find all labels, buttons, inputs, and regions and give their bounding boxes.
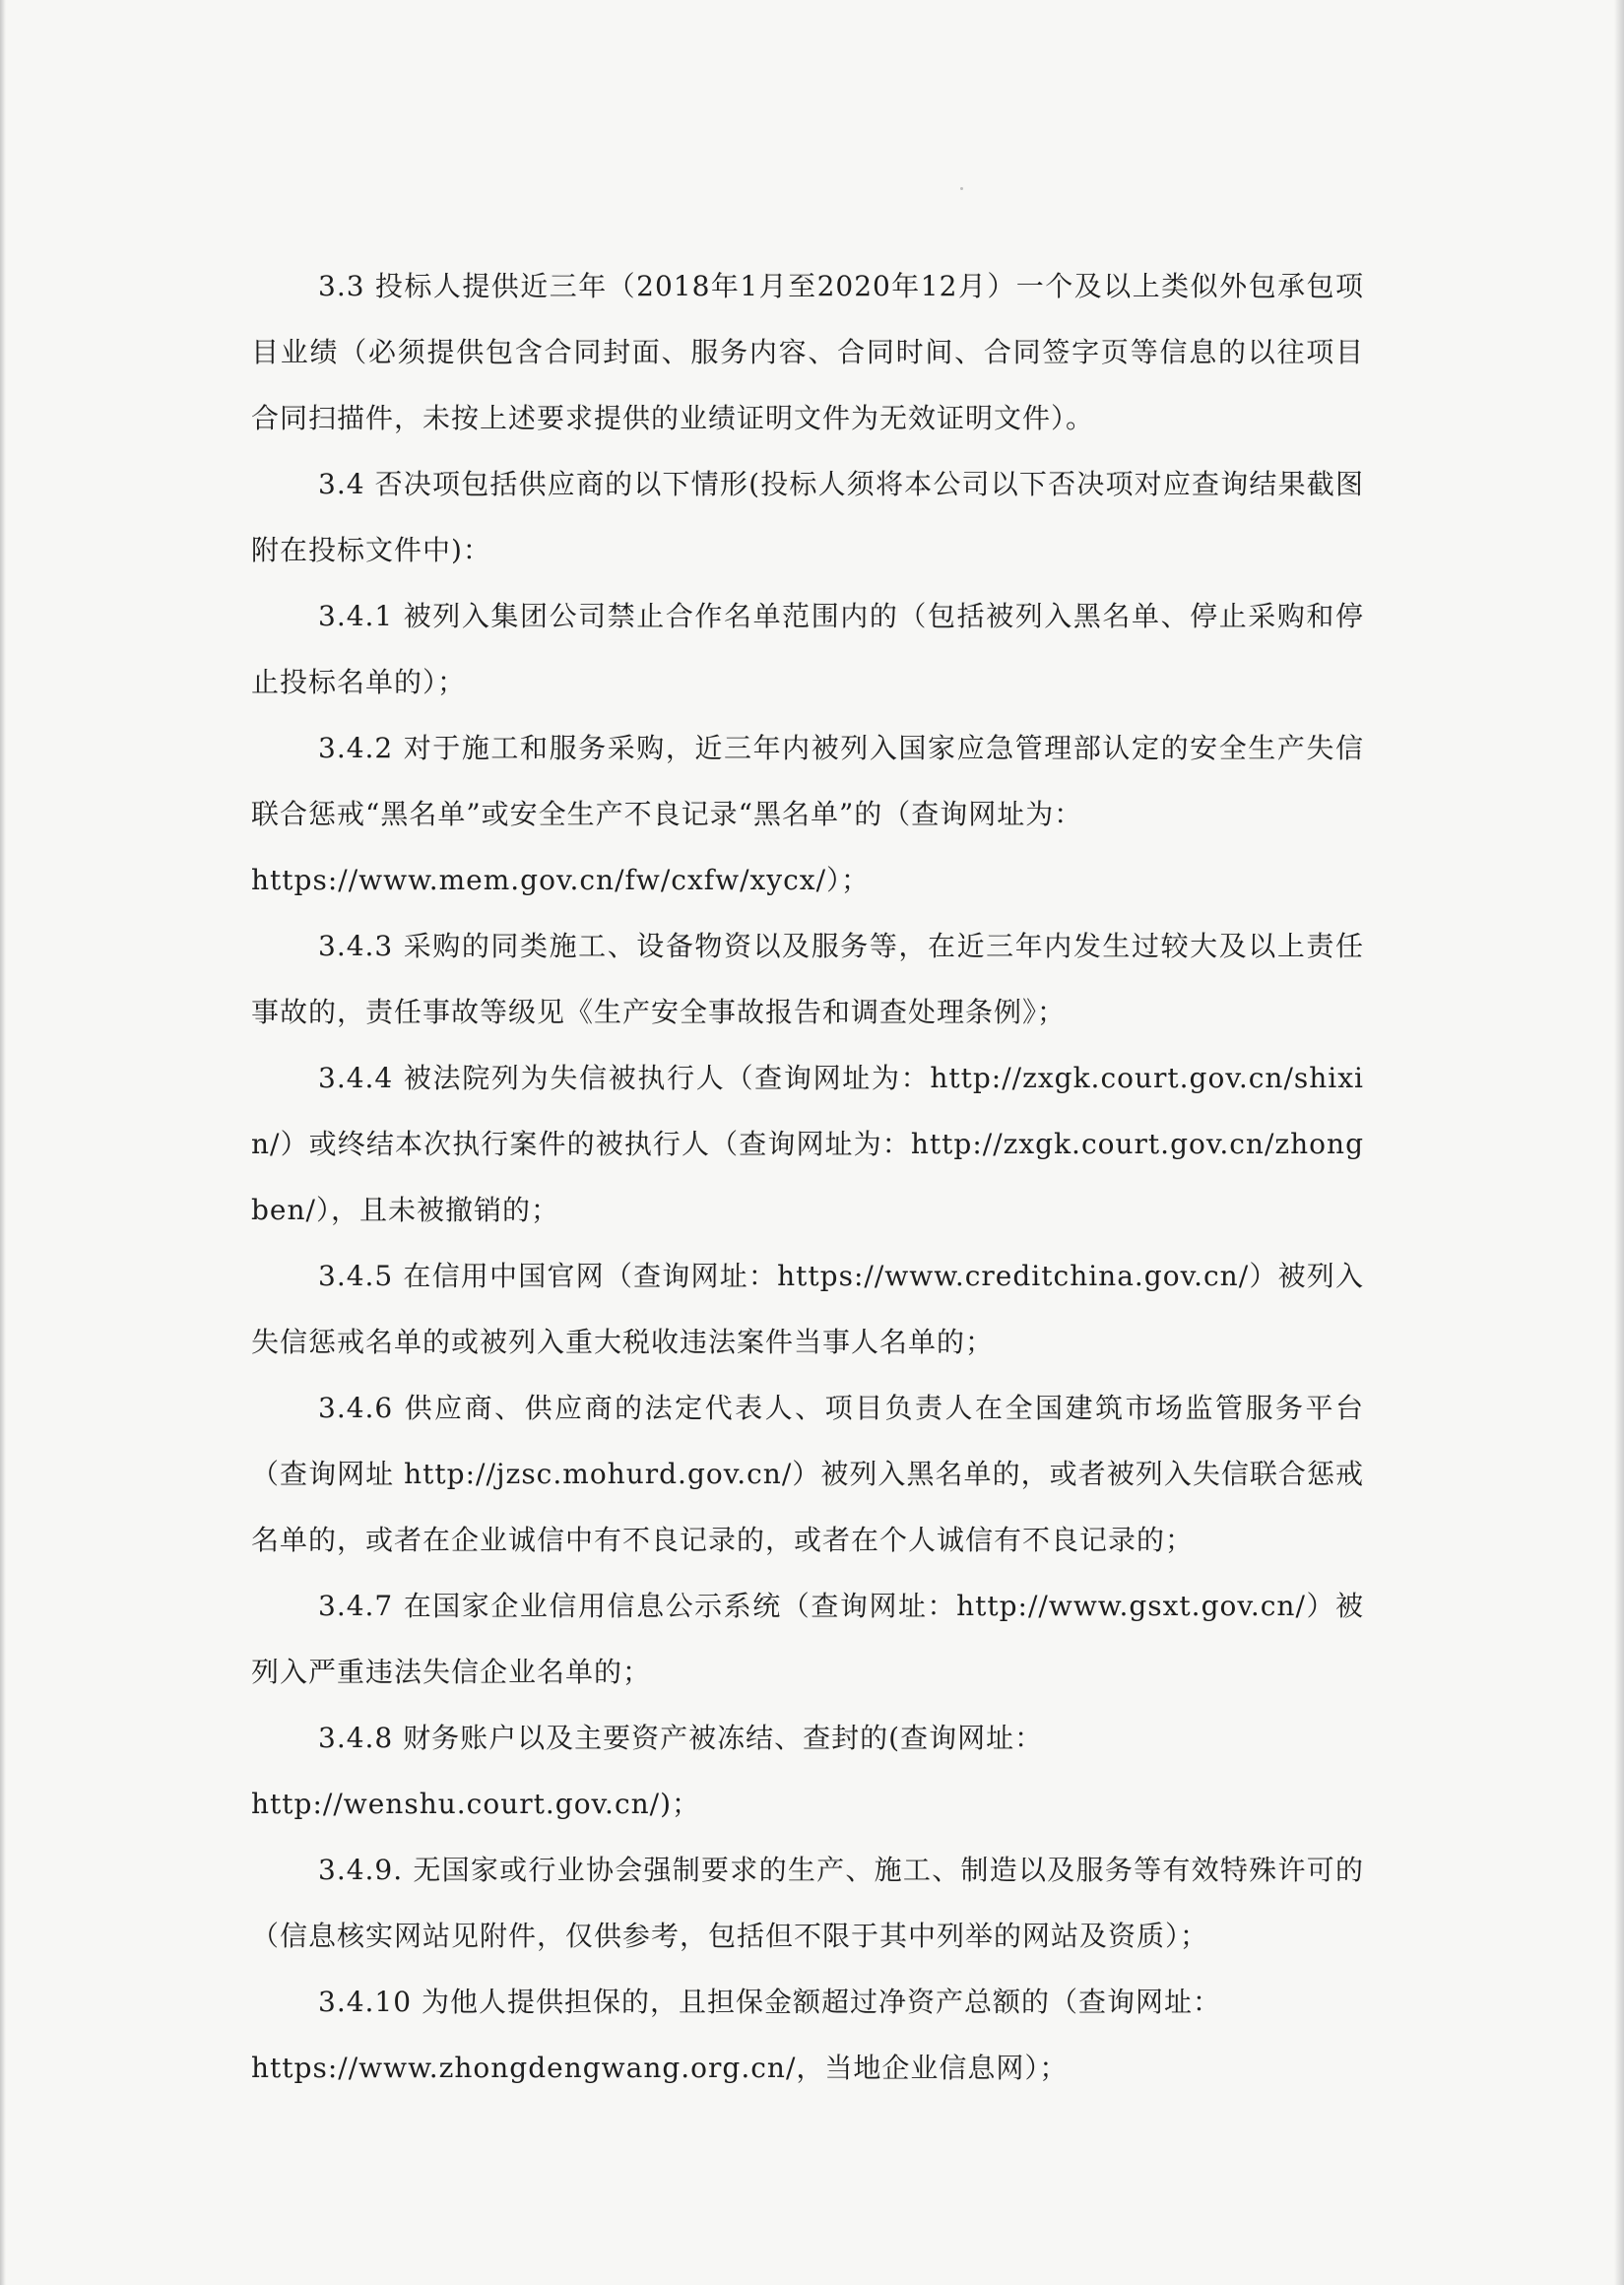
clause-3-4-3: 3.4.3 采购的同类施工、设备物资以及服务等，在近三年内发生过较大及以上责任事故的，责任事故等级见《生产安全事故报告和调查处理条例》；	[251, 930, 1364, 1028]
clause-3-4-8: 3.4.8 财务账户以及主要资产被冻结、查封的(查询网址：	[318, 1722, 1044, 1754]
scan-edge-right	[1614, 0, 1624, 2285]
clause-3-4-5: 3.4.5 在信用中国官网（查询网址：https://www.creditchina.gov.cn/）被列入失信惩戒名单的或被列入重大税收违法案件当事人名单的；	[251, 1260, 1364, 1358]
clause-3-4-2: 3.4.2 对于施工和服务采购，近三年内被列入国家应急管理部认定的安全生产失信联合惩戒“黑名单”或安全生产不良记录“黑名单”的（查询网址为：	[251, 732, 1364, 830]
clause-3-4-9: 3.4.9. 无国家或行业协会强制要求的生产、施工、制造以及服务等有效特殊许可的（信息核实网站见附件，仅供参考，包括但不限于其中列举的网站及资质）；	[251, 1854, 1364, 1952]
clause-3-4-2-url: https://www.mem.gov.cn/fw/cxfw/xycx/）；	[251, 864, 871, 896]
document-body	[251, 253, 1364, 2101]
scan-speck	[960, 187, 963, 190]
clause-3-4-1: 3.4.1 被列入集团公司禁止合作名单范围内的（包括被列入黑名单、停止采购和停止投标名单的）；	[251, 600, 1364, 698]
clause-3-4-10-url: https://www.zhongdengwang.org.cn/，当地企业信息网）；	[251, 2052, 1069, 2084]
clause-3-4-7: 3.4.7 在国家企业信用信息公示系统（查询网址：http://www.gsxt.gov.cn/）被列入严重违法失信企业名单的；	[251, 1590, 1364, 1688]
clause-3-4-10: 3.4.10 为他人提供担保的，且担保金额超过净资产总额的（查询网址：	[318, 1986, 1221, 2018]
clause-3-4-4: 3.4.4 被法院列为失信被执行人（查询网址为：http://zxgk.court.gov.cn/shixin/）或终结本次执行案件的被执行人（查询网址为：http://zxgk.court.gov.cn/zhongben/），且未被撤销的；	[251, 1062, 1364, 1226]
clause-3-3: 3.3 投标人提供近三年（2018年1月至2020年12月）一个及以上类似外包承包项目业绩（必须提供包含合同封面、服务内容、合同时间、合同签字页等信息的以往项目合同扫描件，未按上述要求提供的业绩证明文件为无效证明文件）。	[251, 270, 1364, 434]
scan-edge-left	[0, 0, 6, 2285]
clause-3-4-8-url: http://wenshu.court.gov.cn/)；	[251, 1788, 701, 1820]
clause-3-4: 3.4 否决项包括供应商的以下情形(投标人须将本公司以下否决项对应查询结果截图附在投标文件中)：	[251, 468, 1364, 566]
clause-3-4-6: 3.4.6 供应商、供应商的法定代表人、项目负责人在全国建筑市场监管服务平台（查询网址 http://jzsc.mohurd.gov.cn/）被列入黑名单的，或者被列入失信联合惩戒名单的，或者在企业诚信中有不良记录的，或者在个人诚信有不良记录的；	[251, 1392, 1364, 1556]
